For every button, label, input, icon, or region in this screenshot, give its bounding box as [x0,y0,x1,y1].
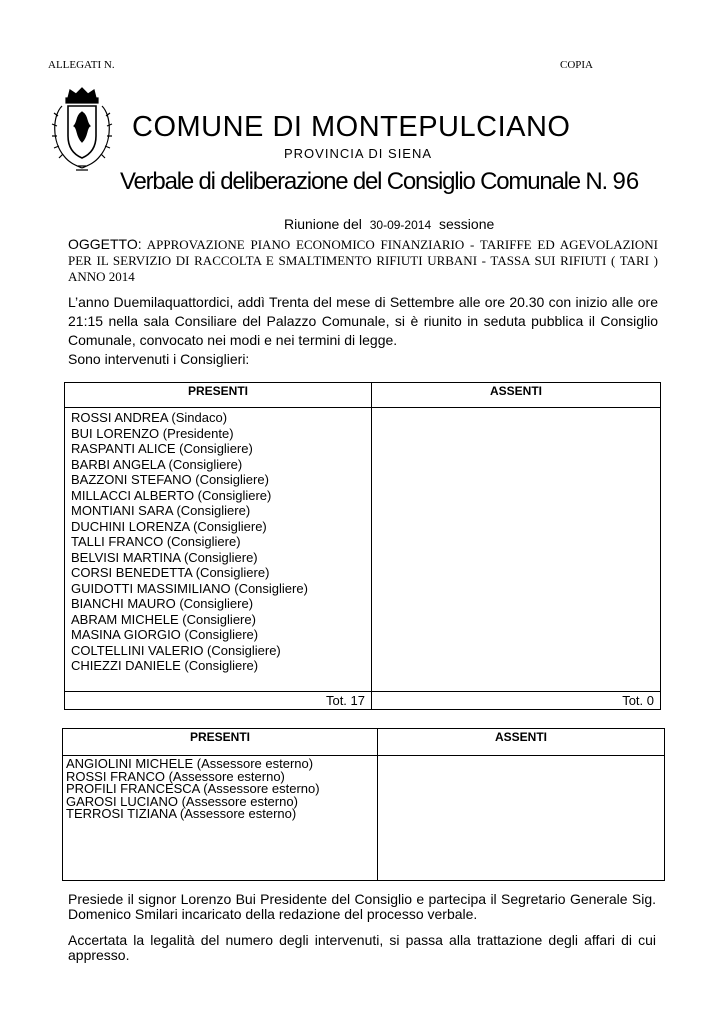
oggetto-text: APPROVAZIONE PIANO ECONOMICO FINANZIARIO - TARIFFE ED AGEVOLAZIONI PER IL SERVIZIO DI RACCOLTA E SMALTIMENTO RIFIUTI URBANI - TASSA SUI RIFIUTI ( TARI ) ANNO 2014 [68,237,658,284]
list-item: COLTELLINI VALERIO (Consigliere) [71,642,281,658]
list-item: TALLI FRANCO (Consigliere) [71,534,241,549]
list-item: CHIEZZI DANIELE (Consigliere) [71,658,259,673]
presenti-header: PRESENTI [63,729,378,756]
riunione-date: 30-09-2014 [369,218,432,232]
list-item: TERROSI TIZIANA (Assessore esterno) [66,806,297,821]
list-item: BAZZONI STEFANO (Consigliere) [71,472,269,487]
comune-title: COMUNE DI MONTEPULCIANO [132,111,571,143]
assessori-table [62,728,665,881]
list-item: BELVISI MARTINA (Consigliere) [71,549,258,565]
list-item: CORSI BENEDETTA (Consigliere) [71,565,270,580]
list-item: DUCHINI LORENZA (Consigliere) [71,518,267,534]
list-item: MILLACCI ALBERTO (Consigliere) [71,487,272,503]
riunione-label: Riunione del [284,216,362,232]
list-item: ABRAM MICHELE (Consigliere) [71,611,256,627]
list-item: ANGIOLINI MICHELE (Assessore esterno) [66,756,314,771]
accertata-paragraph: Accertata la legalità del numero degli intervenuti, si passa alla trattazione degli affari di cui appresso. [68,932,656,963]
presiede-paragraph: Presiede il signor Lorenzo Bui Presidente del Consiglio e partecipa il Segretario Generale Sig. Domenico Smilari incaricato della redazione del processo verbale. [68,891,656,922]
assenti-header: ASSENTI [378,729,665,756]
list-item: GUIDOTTI MASSIMILIANO (Consigliere) [71,580,308,596]
presenti-header: PRESENTI [65,383,372,408]
list-item: MONTIANI SARA (Consigliere) [71,503,251,518]
oggetto-block [68,236,658,285]
copia-label: COPIA [560,59,594,71]
verbale-label: Verbale di deliberazione del Consiglio Comunale N. [120,168,607,195]
table-header-row [63,729,665,756]
assenti-header: ASSENTI [372,383,661,408]
consiglieri-presenti-cell [65,408,372,692]
list-item: BARBI ANGELA (Consigliere) [71,456,243,472]
verbale-number: 96 [612,168,640,195]
list-item: RASPANTI ALICE (Consigliere) [71,441,253,456]
table-names-row [65,408,661,692]
tot-presenti: Tot. 17 [65,692,372,710]
list-item: BIANCHI MAURO (Consigliere) [71,596,254,611]
intervenuti-label: Sono intervenuti i Consiglieri: [68,351,250,367]
intro-paragraph: L’anno Duemilaquattordici, addì Trenta del mese di Settembre alle ore 20.30 con inizio alle ore 21:15 nella sala Consiliare del Palazzo Comunale, si è riunito in seduta pubblica il Consiglio Comunale, convocato nei modi e nei termini di legge. [68,294,658,348]
table-header-row [65,383,661,408]
verbale-title [120,168,639,196]
list-item: ROSSI FRANCO (Assessore esterno) [66,768,285,784]
list-item: BUI LORENZO (Presidente) [71,425,234,441]
assessori-assenti-cell [378,756,665,881]
tot-assenti: Tot. 0 [372,692,661,710]
allegati-label: ALLEGATI N. [48,59,115,71]
table-total-row [65,692,661,710]
list-item: MASINA GIORGIO (Consigliere) [71,627,259,642]
riunione-line [284,216,494,232]
table-names-row [63,756,665,881]
assessori-presenti-cell [63,756,378,881]
oggetto-label: OGGETTO: [68,236,142,252]
coat-of-arms-icon [48,86,116,172]
consiglieri-table [64,382,661,710]
provincia-subtitle: PROVINCIA DI SIENA [284,146,433,161]
list-item: PROFILI FRANCESCA (Assessore esterno) [66,781,320,796]
list-item: GAROSI LUCIANO (Assessore esterno) [66,793,298,809]
list-item: ROSSI ANDREA (Sindaco) [71,410,228,425]
riunione-sessione: sessione [439,216,495,232]
consiglieri-assenti-cell [372,408,661,692]
